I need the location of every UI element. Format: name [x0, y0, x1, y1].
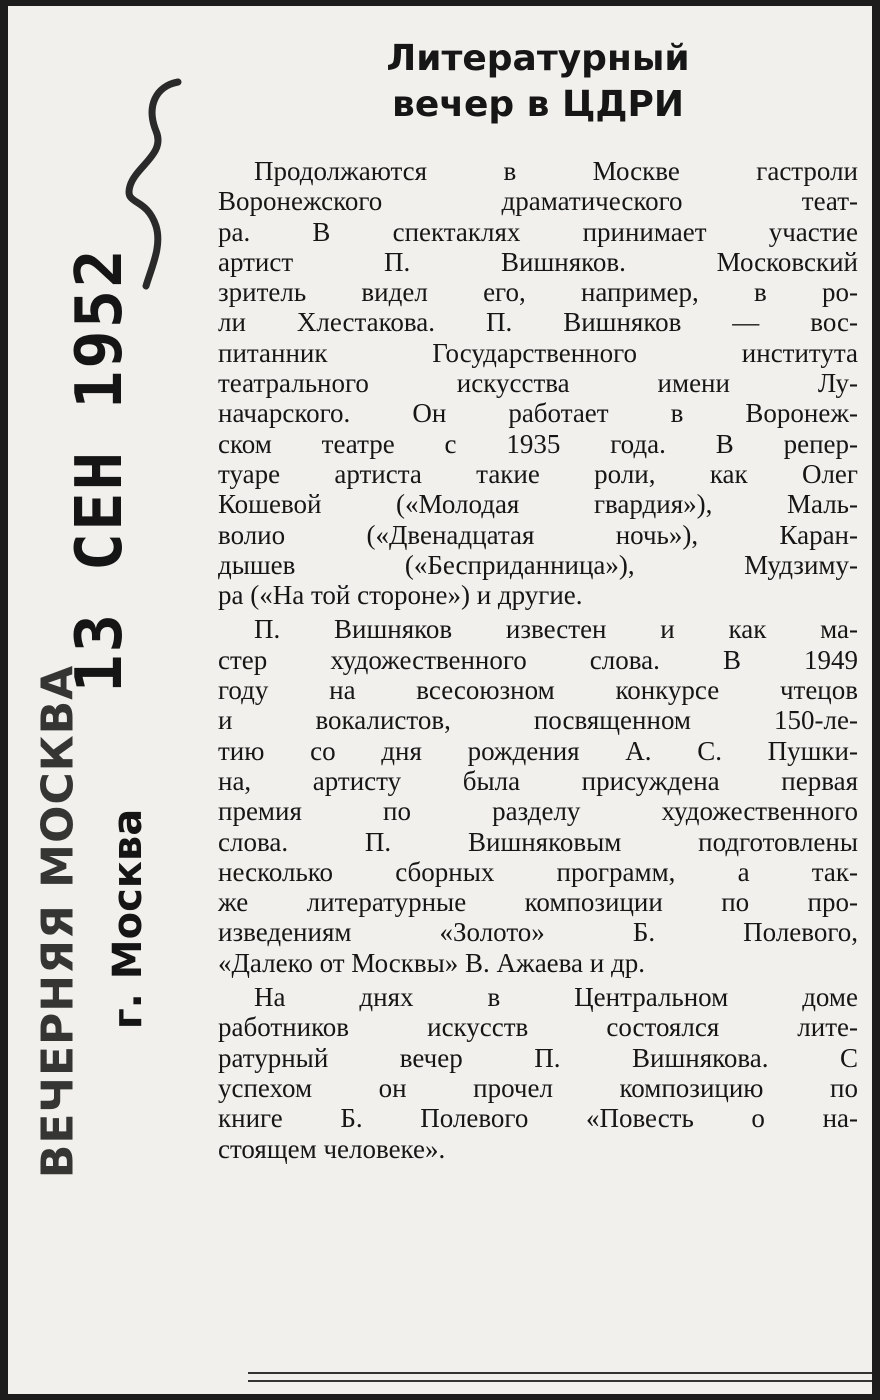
- article-line: книге Б. Полевого «Повесть о на-: [218, 1103, 858, 1134]
- article-line: ли Хлестакова. П. Вишняков — вос-: [218, 307, 858, 338]
- article-line: театрального искусства имени Лу-: [218, 368, 858, 399]
- date-stamp: 13 СЕН 1952: [63, 247, 137, 693]
- article-line: на, артисту была присуждена первая: [218, 765, 858, 796]
- article-paragraph: [218, 614, 858, 978]
- article: [218, 36, 858, 1164]
- article-line: и вокалистов, посвященном 150-ле-: [218, 705, 858, 736]
- article-line: стер художественного слова. В 1949: [218, 644, 858, 675]
- newspaper-clipping: [8, 6, 872, 1394]
- city-stamp: г. Москва: [105, 808, 151, 1030]
- article-line: начарского. Он работает в Воронеж-: [218, 398, 858, 429]
- article-line: П. Вишняков известен и как ма-: [254, 614, 858, 645]
- article-line: ском театре с 1935 года. В репер-: [218, 428, 858, 459]
- article-headline: [218, 36, 858, 128]
- headline-line-2: вечер в ЦДРИ: [392, 84, 684, 125]
- article-line: На днях в Центральном доме: [254, 982, 858, 1013]
- article-line: волио («Двенадцатая ночь»), Каран-: [218, 519, 858, 550]
- source-stamp: ВЕЧЕРНЯЯ МОСКВА: [32, 664, 84, 1179]
- article-paragraph: [218, 982, 858, 1164]
- article-line: туаре артиста такие роли, как Олег: [218, 458, 858, 489]
- headline-line-1: Литературный: [386, 38, 690, 79]
- bottom-rule: [248, 1372, 872, 1382]
- article-line: ра. В спектаклях принимает участие: [218, 216, 858, 247]
- article-line: премия по разделу художественного: [218, 796, 858, 827]
- pencil-mark-icon: [116, 76, 206, 296]
- article-line: успехом он прочел композицию по: [218, 1072, 858, 1103]
- article-line: артист П. Вишняков. Московский: [218, 246, 858, 277]
- article-line: слова. П. Вишняковым подготовлены: [218, 826, 858, 857]
- article-line: Продолжаются в Москве гастроли: [254, 156, 858, 186]
- article-line: ратурный вечер П. Вишнякова. С: [218, 1042, 858, 1073]
- article-line: же литературные композиции по про-: [218, 887, 858, 918]
- article-line: Воронежского драматического теат-: [218, 186, 858, 217]
- article-line: дышев («Бесприданница»), Мудзиму-: [218, 549, 858, 580]
- article-line: несколько сборных программ, а так-: [218, 856, 858, 887]
- article-line: ра («На той стороне») и другие.: [218, 580, 583, 611]
- article-line: тию со дня рождения А. С. Пушки-: [218, 735, 858, 766]
- article-line: «Далеко от Москвы» В. Ажаева и др.: [218, 947, 645, 978]
- article-body: [218, 156, 858, 1164]
- article-line: Кошевой («Молодая гвардия»), Маль-: [218, 489, 858, 520]
- article-line: стоящем человеке».: [218, 1133, 446, 1164]
- article-line: изведениям «Золото» Б. Полевого,: [218, 917, 858, 948]
- article-line: питанник Государственного института: [218, 337, 858, 368]
- article-line: зритель видел его, например, в ро-: [218, 277, 858, 308]
- article-paragraph: [218, 156, 858, 610]
- article-line: году на всесоюзном конкурсе чтецов: [218, 675, 858, 706]
- article-line: работников искусств состоялся лите-: [218, 1012, 858, 1043]
